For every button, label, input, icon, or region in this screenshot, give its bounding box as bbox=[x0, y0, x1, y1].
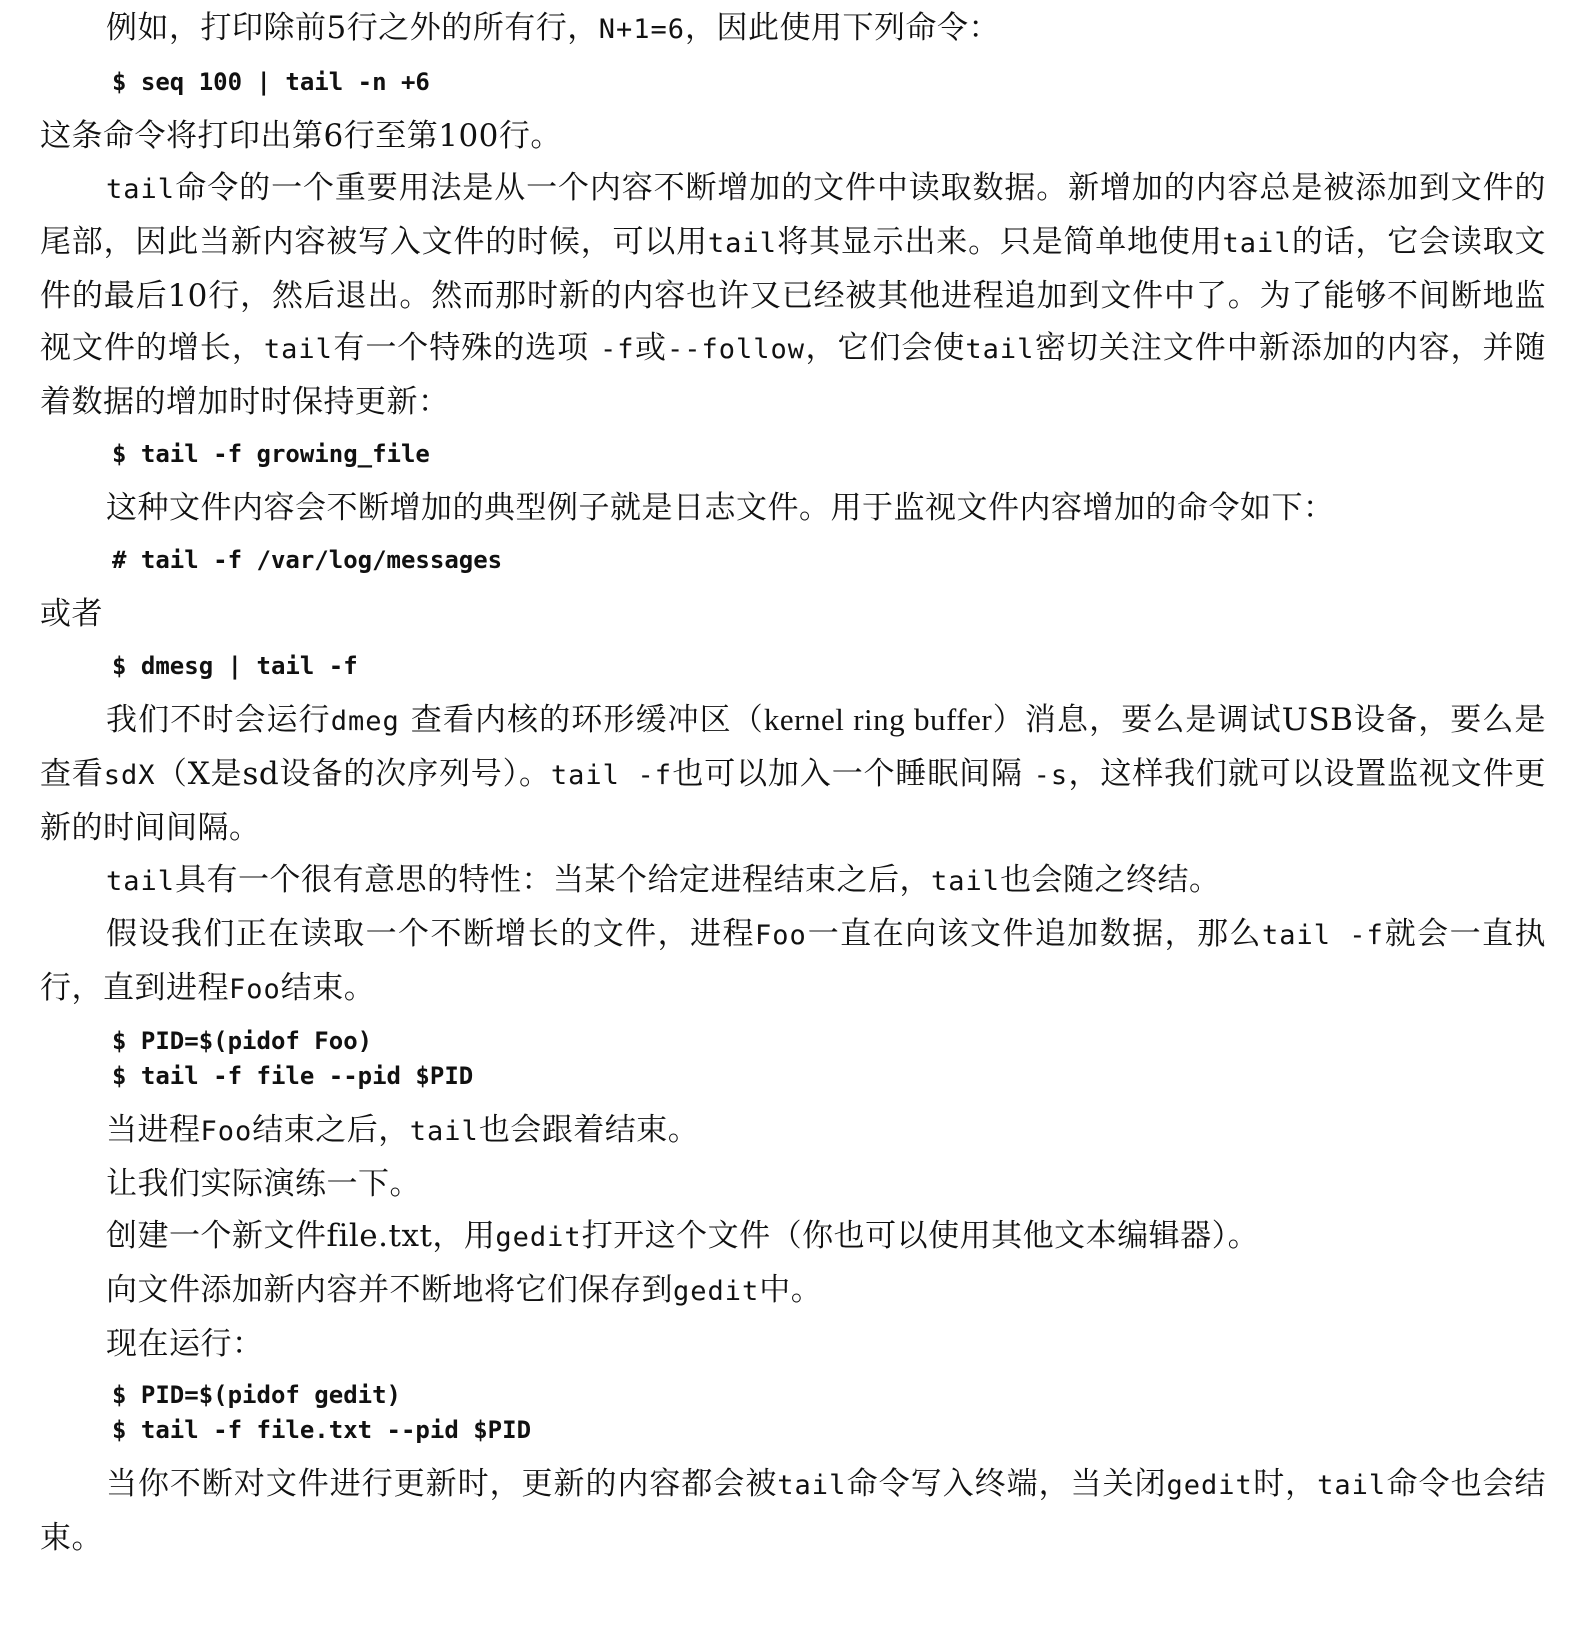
text: 命令也会结束。 bbox=[40, 1466, 1547, 1556]
inline-code: --follow bbox=[666, 334, 806, 365]
text: 也可以加入一个睡眠间隔 bbox=[672, 756, 1034, 792]
paragraph-tail-feature bbox=[106, 854, 1546, 908]
text: ）消息，要么是调试USB设备，要么是查看 bbox=[40, 702, 1547, 792]
inline-code: tail bbox=[409, 1116, 479, 1147]
code-block-pid-gedit bbox=[112, 1378, 1574, 1448]
code-line: $ PID=$(pidof gedit) bbox=[112, 1381, 401, 1409]
text: 结束之后， bbox=[252, 1112, 410, 1148]
text: 具有一个很有意思的特性：当某个给定进程结束之后， bbox=[175, 862, 932, 898]
inline-code: tail bbox=[263, 334, 333, 365]
text: （X是sd设备的次序列号）。 bbox=[155, 756, 551, 792]
inline-code: tail -f bbox=[1262, 920, 1384, 951]
text: 查看内核的环形缓冲区（ bbox=[399, 702, 764, 738]
inline-code: dmeg bbox=[330, 706, 400, 737]
paragraph-add-content bbox=[106, 1264, 1546, 1318]
inline-code: tail bbox=[931, 866, 1001, 897]
text: 例如，打印除前5行之外的所有行， bbox=[106, 10, 599, 46]
text: 命令写入终端，当关闭 bbox=[846, 1466, 1167, 1502]
text: 也会随之终结。 bbox=[1000, 862, 1221, 898]
text: 命令的一个重要用法是从一个内容不断增加的文件中读取数据。新增加的内容总是被添加到文件的尾部，因此当新内容被写入文件的时候，可以用 bbox=[40, 170, 1546, 260]
inline-code: gedit bbox=[1166, 1470, 1253, 1501]
text: ，这样我们就可以设置监视文件更新的时间间隔。 bbox=[40, 756, 1547, 846]
code-line: $ PID=$(pidof Foo) bbox=[112, 1027, 373, 1055]
text: 当进程 bbox=[106, 1112, 201, 1148]
paragraph-practice bbox=[106, 1158, 1546, 1210]
text: 也会跟着结束。 bbox=[478, 1112, 700, 1148]
text: 或者 bbox=[40, 596, 103, 632]
text: 假设我们正在读取一个不断增长的文件，进程 bbox=[106, 916, 755, 952]
text: 向文件添加新内容并不断地将它们保存到 bbox=[106, 1272, 673, 1308]
text: 让我们实际演练一下。 bbox=[106, 1166, 421, 1202]
inline-code: tail bbox=[965, 334, 1035, 365]
code-block-dmesg: $ dmesg | tail -f bbox=[112, 652, 358, 680]
inline-code: -s bbox=[1033, 760, 1069, 791]
paragraph-or bbox=[40, 588, 1546, 640]
paragraph-tail-follow bbox=[40, 162, 1546, 428]
text: 结束。 bbox=[280, 970, 376, 1006]
document-page bbox=[0, 2, 1574, 1632]
code-block-pid-foo bbox=[112, 1024, 1574, 1094]
inline-code: sdX bbox=[103, 760, 156, 791]
inline-code: Foo bbox=[200, 1116, 253, 1147]
paragraph-foo-example bbox=[40, 908, 1546, 1016]
inline-code: tail bbox=[106, 174, 176, 205]
paragraph-log-example bbox=[106, 482, 1546, 534]
text: 这条命令将打印出第6行至第100行。 bbox=[40, 118, 562, 154]
inline-code: tail bbox=[777, 1470, 847, 1501]
paragraph-foo-end bbox=[106, 1104, 1546, 1158]
inline-code: Foo bbox=[754, 920, 807, 951]
text: ，它们会使 bbox=[805, 330, 966, 366]
inline-code: tail bbox=[1222, 228, 1292, 259]
paragraph-gedit-close bbox=[40, 1458, 1546, 1564]
paragraph-seq-result bbox=[40, 110, 1546, 162]
text: 有一个特殊的选项 bbox=[332, 330, 600, 366]
text: 中。 bbox=[759, 1272, 823, 1308]
text: 打开这个文件（你也可以使用其他文本编辑器）。 bbox=[581, 1218, 1260, 1254]
text: 创建一个新文件file.txt，用 bbox=[106, 1218, 496, 1254]
text: 这种文件内容会不断增加的典型例子就是日志文件。用于监视文件内容增加的命令如下： bbox=[106, 490, 1335, 526]
inline-code: -f bbox=[600, 334, 635, 365]
inline-code: N+1=6 bbox=[598, 14, 686, 45]
inline-code: tail bbox=[1317, 1470, 1387, 1501]
text: 现在运行： bbox=[106, 1326, 264, 1362]
text: 一直在向该文件追加数据，那么 bbox=[806, 916, 1263, 952]
text: ，因此使用下列命令： bbox=[685, 10, 1001, 46]
paragraph-example-intro bbox=[106, 2, 1546, 56]
text: 或 bbox=[634, 330, 667, 366]
inline-code: Foo bbox=[229, 974, 281, 1005]
inline-code: tail bbox=[707, 228, 777, 259]
text: 将其显示出来。只是简单地使用 bbox=[776, 224, 1223, 260]
text: 就会一直执行，直到进程 bbox=[40, 916, 1547, 1006]
text: 的话，它会读取文件的最后10行，然后退出。然而那时新的内容也许又已经被其他进程追加到文件中了。为了能够不间断地监视文件的增长， bbox=[40, 224, 1547, 366]
paragraph-create-file bbox=[106, 1210, 1546, 1264]
inline-code: tail -f bbox=[550, 760, 673, 791]
text: 我们不时会运行 bbox=[106, 702, 331, 738]
code-line: $ tail -f file --pid $PID bbox=[112, 1062, 474, 1090]
text: 当你不断对文件进行更新时，更新的内容都会被 bbox=[106, 1466, 778, 1502]
code-block-tail-growing: $ tail -f growing_file bbox=[112, 440, 430, 468]
paragraph-dmesg-explain bbox=[40, 694, 1546, 854]
paragraph-now-run bbox=[106, 1318, 1546, 1370]
inline-code: gedit bbox=[495, 1222, 582, 1253]
text: 密切关注文件中新添加的内容，并随着数据的增加时时保持更新： bbox=[40, 330, 1547, 420]
code-line: $ tail -f file.txt --pid $PID bbox=[112, 1416, 532, 1444]
inline-code: gedit bbox=[673, 1276, 760, 1307]
english-term: kernel ring buffer bbox=[763, 702, 993, 737]
text: 时， bbox=[1252, 1466, 1318, 1502]
code-block-tail-messages: # tail -f /var/log/messages bbox=[112, 546, 503, 574]
code-block-seq: $ seq 100 | tail -n +6 bbox=[112, 68, 430, 96]
inline-code: tail bbox=[106, 866, 176, 897]
